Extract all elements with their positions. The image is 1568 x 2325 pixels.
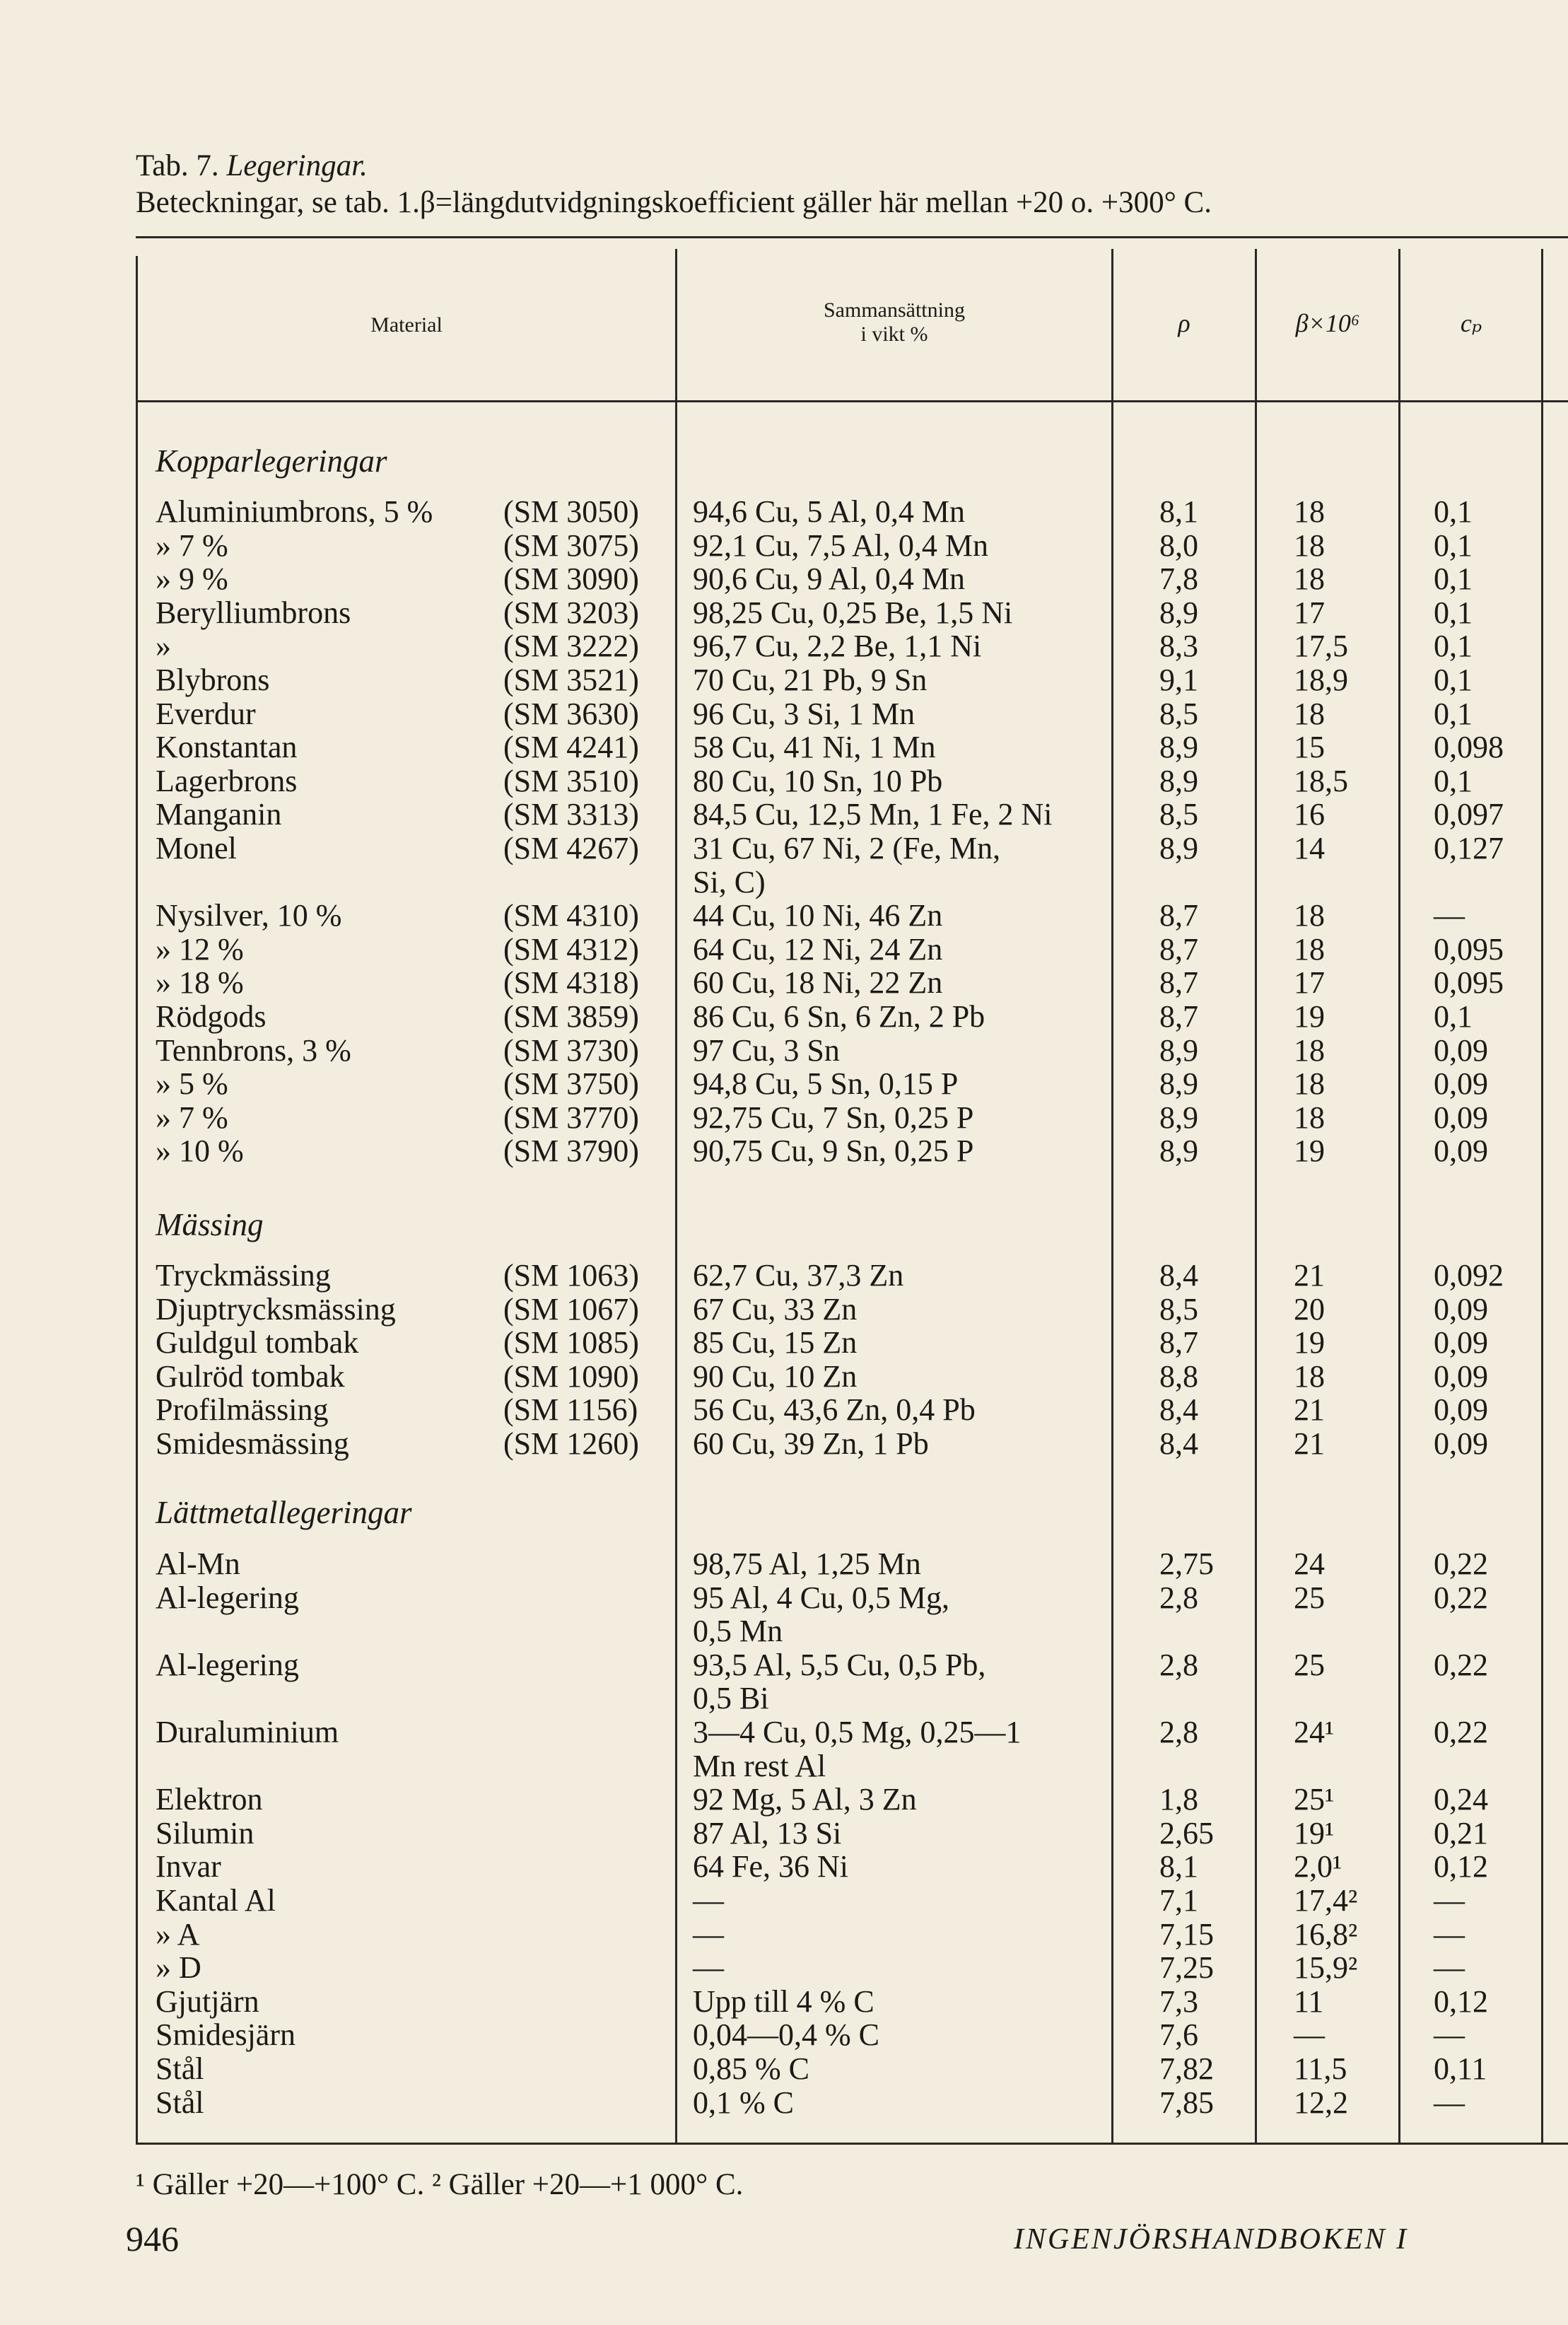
expansion-value: 25¹ <box>1294 1782 1335 1817</box>
density-value: 8,3 <box>1159 629 1198 663</box>
composition: — <box>693 1917 724 1952</box>
expansion-value: 18 <box>1294 898 1325 933</box>
material-name: Smidesjärn <box>156 2017 296 2052</box>
density-value: 8,1 <box>1159 494 1198 529</box>
composition: 93,5 Al, 5,5 Cu, 0,5 Pb, <box>693 1648 986 1682</box>
heat-capacity-value: 0,1 <box>1434 764 1473 798</box>
sm-number: (SM 3770) <box>503 1100 639 1135</box>
sm-number: (SM 1156) <box>503 1392 638 1427</box>
density-value: 8,7 <box>1159 1325 1198 1360</box>
heat-capacity-value: 0,1 <box>1434 595 1473 630</box>
column-divider <box>1255 249 1257 2143</box>
density-value: 7,15 <box>1159 1917 1214 1952</box>
heat-capacity-value: 0,09 <box>1434 1100 1488 1135</box>
density-value: 8,7 <box>1159 965 1198 1000</box>
sm-number: (SM 4312) <box>503 932 639 967</box>
heat-capacity-value: 0,1 <box>1434 697 1473 731</box>
material-name: Elektron <box>156 1782 263 1817</box>
column-divider <box>1541 249 1543 2143</box>
column-divider <box>1398 249 1400 2143</box>
density-value: 8,4 <box>1159 1258 1198 1293</box>
composition: 97 Cu, 3 Sn <box>693 1033 840 1068</box>
expansion-value: 18,9 <box>1294 663 1348 697</box>
expansion-value: 17,5 <box>1294 629 1348 663</box>
composition: 67 Cu, 33 Zn <box>693 1292 858 1327</box>
density-value: 8,9 <box>1159 1100 1198 1135</box>
sm-number: (SM 3730) <box>503 1033 639 1068</box>
header-composition-line1: Sammansättning <box>824 298 965 322</box>
composition: 60 Cu, 18 Ni, 22 Zn <box>693 965 943 1000</box>
composition: 95 Al, 4 Cu, 0,5 Mg, <box>693 1580 950 1615</box>
composition: 96 Cu, 3 Si, 1 Mn <box>693 697 915 731</box>
composition: 92 Mg, 5 Al, 3 Zn <box>693 1782 917 1817</box>
density-value: 8,5 <box>1159 697 1198 731</box>
expansion-value: 19¹ <box>1294 1816 1335 1851</box>
table-label: Tab. 7. <box>136 149 227 182</box>
composition: 96,7 Cu, 2,2 Be, 1,1 Ni <box>693 629 982 663</box>
composition: 90 Cu, 10 Zn <box>693 1359 858 1394</box>
density-value: 8,4 <box>1159 1392 1198 1427</box>
expansion-value: 24¹ <box>1294 1715 1335 1749</box>
density-value: 8,9 <box>1159 1033 1198 1068</box>
header-composition-line2: i vikt % <box>860 322 928 346</box>
expansion-value: 18 <box>1294 561 1325 596</box>
material-name: Stål <box>156 2051 204 2086</box>
density-value: 8,9 <box>1159 595 1198 630</box>
table-caption <box>136 148 368 184</box>
expansion-value: 18 <box>1294 1100 1325 1135</box>
composition: 0,85 % C <box>693 2051 809 2086</box>
composition: — <box>693 1950 724 1985</box>
expansion-value: 16 <box>1294 797 1325 832</box>
heat-capacity-value: 0,24 <box>1434 1782 1488 1817</box>
density-value: 8,7 <box>1159 999 1198 1034</box>
expansion-value: 18 <box>1294 528 1325 563</box>
sm-number: (SM 3222) <box>503 629 639 663</box>
group-heading-brass: Mässing <box>156 1207 264 1242</box>
sm-number: (SM 1063) <box>503 1258 639 1293</box>
running-head: INGENJÖRSHANDBOKEN I <box>1014 2223 1409 2256</box>
density-value: 8,9 <box>1159 1134 1198 1168</box>
heat-capacity-value: 0,11 <box>1434 2051 1487 2086</box>
expansion-value: 17 <box>1294 595 1325 630</box>
expansion-value: 18 <box>1294 932 1325 967</box>
composition: 64 Cu, 12 Ni, 24 Zn <box>693 932 943 967</box>
heat-capacity-value: 0,09 <box>1434 1325 1488 1360</box>
material-name: Manganin <box>156 797 282 832</box>
material-name: Al-Mn <box>156 1546 240 1581</box>
composition: 92,1 Cu, 7,5 Al, 0,4 Mn <box>693 528 989 563</box>
heat-capacity-value: 0,22 <box>1434 1715 1488 1749</box>
sm-number: (SM 1090) <box>503 1359 639 1394</box>
expansion-value: 18 <box>1294 494 1325 529</box>
material-name: Gjutjärn <box>156 1984 259 2019</box>
composition: 3—4 Cu, 0,5 Mg, 0,25—1 <box>693 1715 1022 1749</box>
composition: 31 Cu, 67 Ni, 2 (Fe, Mn, <box>693 831 1001 866</box>
heat-capacity-value: 0,22 <box>1434 1580 1488 1615</box>
composition: 70 Cu, 21 Pb, 9 Sn <box>693 663 928 697</box>
density-value: 2,8 <box>1159 1580 1198 1615</box>
composition: 85 Cu, 15 Zn <box>693 1325 858 1360</box>
header-composition <box>677 298 1111 346</box>
material-name: Lagerbrons <box>156 764 298 798</box>
composition: 44 Cu, 10 Ni, 46 Zn <box>693 898 943 933</box>
expansion-value: 17 <box>1294 965 1325 1000</box>
material-name: » 7 % <box>156 528 228 563</box>
density-value: 2,8 <box>1159 1648 1198 1682</box>
heat-capacity-value: 0,09 <box>1434 1292 1488 1327</box>
composition: 60 Cu, 39 Zn, 1 Pb <box>693 1426 929 1461</box>
heat-capacity-value: 0,095 <box>1434 965 1504 1000</box>
density-value: 8,7 <box>1159 932 1198 967</box>
header-material: Material <box>370 313 443 337</box>
group-heading-copper: Kopparlegeringar <box>156 443 387 479</box>
density-value: 8,9 <box>1159 730 1198 764</box>
sm-number: (SM 3859) <box>503 999 639 1034</box>
density-value: 8,1 <box>1159 1849 1198 1884</box>
density-value: 7,1 <box>1159 1883 1198 1918</box>
heat-capacity-value: 0,12 <box>1434 1984 1488 2019</box>
density-value: 8,5 <box>1159 797 1198 832</box>
column-divider <box>675 249 677 2143</box>
expansion-value: 11 <box>1294 1984 1324 2019</box>
table-legend-note: Beteckningar, se tab. 1.β=längdutvidgningskoefficient gäller här mellan +20 o. +300° C. <box>136 186 1212 219</box>
sm-number: (SM 3090) <box>503 561 639 596</box>
material-name: Rödgods <box>156 999 267 1034</box>
composition: 98,25 Cu, 0,25 Be, 1,5 Ni <box>693 595 1013 630</box>
density-value: 2,65 <box>1159 1816 1214 1851</box>
composition: 84,5 Cu, 12,5 Mn, 1 Fe, 2 Ni <box>693 797 1053 832</box>
density-value: 8,5 <box>1159 1292 1198 1327</box>
material-name: Stål <box>156 2085 204 2120</box>
heat-capacity-value: 0,1 <box>1434 494 1473 529</box>
heat-capacity-value: 0,1 <box>1434 561 1473 596</box>
composition: 56 Cu, 43,6 Zn, 0,4 Pb <box>693 1392 976 1427</box>
composition: Si, C) <box>693 865 766 899</box>
material-name: Profilmässing <box>156 1392 329 1427</box>
sm-number: (SM 1085) <box>503 1325 639 1360</box>
heat-capacity-value: 0,09 <box>1434 1134 1488 1168</box>
heat-capacity-value: — <box>1434 1950 1465 1985</box>
density-value: 7,3 <box>1159 1984 1198 2019</box>
composition: 0,5 Mn <box>693 1614 783 1648</box>
heat-capacity-value: 0,22 <box>1434 1648 1488 1682</box>
density-value: 7,6 <box>1159 2017 1198 2052</box>
density-value: 1,8 <box>1159 1782 1198 1817</box>
composition: 94,8 Cu, 5 Sn, 0,15 P <box>693 1066 959 1101</box>
material-name: Al-legering <box>156 1580 299 1615</box>
heat-capacity-value: 0,09 <box>1434 1426 1488 1461</box>
heat-capacity-value: 0,097 <box>1434 797 1504 832</box>
material-name: » 9 % <box>156 561 228 596</box>
sm-number: (SM 3203) <box>503 595 639 630</box>
sm-number: (SM 3510) <box>503 764 639 798</box>
heat-capacity-value: 0,09 <box>1434 1392 1488 1427</box>
heat-capacity-value: — <box>1434 1883 1465 1918</box>
header-density: ρ <box>1178 309 1190 337</box>
expansion-value: 11,5 <box>1294 2051 1347 2086</box>
material-name: Gulröd tombak <box>156 1359 345 1394</box>
expansion-value: 18 <box>1294 697 1325 731</box>
heat-capacity-value: 0,09 <box>1434 1359 1488 1394</box>
heat-capacity-value: 0,22 <box>1434 1546 1488 1581</box>
density-value: 7,82 <box>1159 2051 1214 2086</box>
sm-number: (SM 3750) <box>503 1066 639 1101</box>
material-name: Duraluminium <box>156 1715 339 1749</box>
material-name: » 7 % <box>156 1100 228 1135</box>
expansion-value: 21 <box>1294 1392 1325 1427</box>
heat-capacity-value: 0,09 <box>1434 1033 1488 1068</box>
sm-number: (SM 3050) <box>503 494 639 529</box>
expansion-value: 15 <box>1294 730 1325 764</box>
composition: 58 Cu, 41 Ni, 1 Mn <box>693 730 936 764</box>
heat-capacity-value: 0,21 <box>1434 1816 1488 1851</box>
composition: 92,75 Cu, 7 Sn, 0,25 P <box>693 1100 974 1135</box>
material-name: Tryckmässing <box>156 1258 331 1293</box>
material-name: » 18 % <box>156 965 244 1000</box>
heat-capacity-value: 0,1 <box>1434 528 1473 563</box>
density-value: 7,8 <box>1159 561 1198 596</box>
material-name: Nysilver, 10 % <box>156 898 342 933</box>
material-name: » A <box>156 1917 200 1952</box>
density-value: 8,7 <box>1159 898 1198 933</box>
heat-capacity-value: 0,12 <box>1434 1849 1488 1884</box>
material-name: Monel <box>156 831 237 866</box>
heat-capacity-value: — <box>1434 898 1465 933</box>
composition: 87 Al, 13 Si <box>693 1816 842 1851</box>
material-name: Kantal Al <box>156 1883 276 1918</box>
sm-number: (SM 4318) <box>503 965 639 1000</box>
density-value: 2,75 <box>1159 1546 1214 1581</box>
density-value: 9,1 <box>1159 663 1198 697</box>
material-name: Berylliumbrons <box>156 595 351 630</box>
expansion-value: 14 <box>1294 831 1325 866</box>
material-name: Invar <box>156 1849 221 1884</box>
expansion-value: 17,4² <box>1294 1883 1358 1918</box>
sm-number: (SM 3313) <box>503 797 639 832</box>
header-top-rule <box>136 236 1568 238</box>
composition: 0,5 Bi <box>693 1681 769 1715</box>
heat-capacity-value: 0,098 <box>1434 730 1504 764</box>
composition: — <box>693 1883 724 1918</box>
expansion-value: 19 <box>1294 999 1325 1034</box>
expansion-value: 24 <box>1294 1546 1325 1581</box>
heat-capacity-value: 0,1 <box>1434 663 1473 697</box>
heat-capacity-value: 0,09 <box>1434 1066 1488 1101</box>
group-heading-light: Lättmetallegeringar <box>156 1495 412 1530</box>
composition: 90,75 Cu, 9 Sn, 0,25 P <box>693 1134 974 1168</box>
expansion-value: 18,5 <box>1294 764 1348 798</box>
sm-number: (SM 4267) <box>503 831 639 866</box>
sm-number: (SM 4241) <box>503 730 639 764</box>
density-value: 7,25 <box>1159 1950 1214 1985</box>
composition: 80 Cu, 10 Sn, 10 Pb <box>693 764 943 798</box>
density-value: 8,9 <box>1159 831 1198 866</box>
material-name: » <box>156 629 171 663</box>
expansion-value: 2,0¹ <box>1294 1849 1342 1884</box>
density-value: 8,4 <box>1159 1426 1198 1461</box>
sm-number: (SM 3521) <box>503 663 639 697</box>
column-divider <box>136 256 138 2143</box>
material-name: Konstantan <box>156 730 298 764</box>
material-name: Al-legering <box>156 1648 299 1682</box>
material-name: Tennbrons, 3 % <box>156 1033 351 1068</box>
sm-number: (SM 3790) <box>503 1134 639 1168</box>
material-name: » 5 % <box>156 1066 228 1101</box>
material-name: Aluminiumbrons, 5 % <box>156 494 433 529</box>
density-value: 8,9 <box>1159 764 1198 798</box>
material-name: Silumin <box>156 1816 254 1851</box>
density-value: 8,8 <box>1159 1359 1198 1394</box>
expansion-value: — <box>1294 2017 1325 2052</box>
table-title: Legeringar. <box>226 149 368 182</box>
density-value: 7,85 <box>1159 2085 1214 2120</box>
composition: 0,04—0,4 % C <box>693 2017 879 2052</box>
column-divider <box>1111 249 1113 2143</box>
sm-number: (SM 1067) <box>503 1292 639 1327</box>
expansion-value: 21 <box>1294 1258 1325 1293</box>
footnote: ¹ Gäller +20—+100° C. ² Gäller +20—+1 000° C. <box>136 2168 744 2201</box>
composition: 94,6 Cu, 5 Al, 0,4 Mn <box>693 494 966 529</box>
density-value: 8,9 <box>1159 1066 1198 1101</box>
sm-number: (SM 4310) <box>503 898 639 933</box>
expansion-value: 16,8² <box>1294 1917 1358 1952</box>
heat-capacity-value: 0,095 <box>1434 932 1504 967</box>
header-heat-capacity: cₚ <box>1460 309 1482 337</box>
composition: 62,7 Cu, 37,3 Zn <box>693 1258 904 1293</box>
material-name: Everdur <box>156 697 256 731</box>
expansion-value: 18 <box>1294 1066 1325 1101</box>
heat-capacity-value: — <box>1434 1917 1465 1952</box>
expansion-value: 18 <box>1294 1359 1325 1394</box>
density-value: 2,8 <box>1159 1715 1198 1749</box>
heat-capacity-value: 0,092 <box>1434 1258 1504 1293</box>
expansion-value: 19 <box>1294 1325 1325 1360</box>
heat-capacity-value: 0,127 <box>1434 831 1504 866</box>
sm-number: (SM 1260) <box>503 1426 639 1461</box>
heat-capacity-value: — <box>1434 2017 1465 2052</box>
table-bottom-rule <box>136 2143 1568 2145</box>
material-name: Guldgul tombak <box>156 1325 359 1360</box>
material-name: » 10 % <box>156 1134 244 1168</box>
material-name: Smidesmässing <box>156 1426 349 1461</box>
material-name: Blybrons <box>156 663 270 697</box>
expansion-value: 25 <box>1294 1648 1325 1682</box>
heat-capacity-value: — <box>1434 2085 1465 2120</box>
material-name: » 12 % <box>156 932 244 967</box>
page-number: 946 <box>126 2219 179 2259</box>
material-name: » D <box>156 1950 201 1985</box>
density-value: 8,0 <box>1159 528 1198 563</box>
header-bottom-rule <box>136 400 1568 402</box>
sm-number: (SM 3630) <box>503 697 639 731</box>
composition: 90,6 Cu, 9 Al, 0,4 Mn <box>693 561 966 596</box>
composition: 0,1 % C <box>693 2085 794 2120</box>
heat-capacity-value: 0,1 <box>1434 629 1473 663</box>
expansion-value: 18 <box>1294 1033 1325 1068</box>
composition: Mn rest Al <box>693 1749 826 1783</box>
expansion-value: 12,2 <box>1294 2085 1348 2120</box>
material-name: Djuptrycksmässing <box>156 1292 396 1327</box>
expansion-value: 20 <box>1294 1292 1325 1327</box>
header-expansion: β×10⁶ <box>1295 309 1360 337</box>
composition: 64 Fe, 36 Ni <box>693 1849 848 1884</box>
sm-number: (SM 3075) <box>503 528 639 563</box>
composition: 98,75 Al, 1,25 Mn <box>693 1546 921 1581</box>
expansion-value: 19 <box>1294 1134 1325 1168</box>
expansion-value: 25 <box>1294 1580 1325 1615</box>
heat-capacity-value: 0,1 <box>1434 999 1473 1034</box>
composition: 86 Cu, 6 Sn, 6 Zn, 2 Pb <box>693 999 985 1034</box>
composition: Upp till 4 % C <box>693 1984 874 2019</box>
expansion-value: 21 <box>1294 1426 1325 1461</box>
expansion-value: 15,9² <box>1294 1950 1358 1985</box>
